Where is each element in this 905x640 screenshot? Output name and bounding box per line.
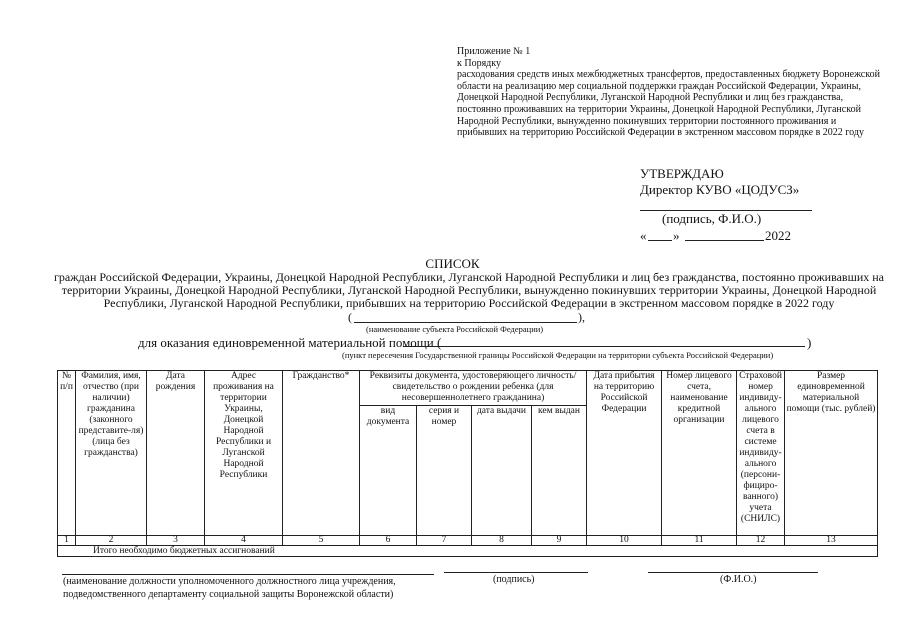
footer-signature-line: [444, 572, 588, 573]
purpose-line: [403, 346, 805, 347]
header-full-name: Фамилия, имя, отчество (при наличии) гражданина (законного представите-ля) (лица без гражданства): [76, 371, 147, 536]
date-open-quote: «: [640, 228, 647, 243]
table-column-numbers-row: [58, 536, 878, 546]
purpose-text: для оказания единовременной материальной помощи (: [138, 335, 442, 350]
column-number: 3: [147, 536, 205, 546]
citizens-table: [57, 370, 878, 557]
header-document-type: вид документа: [360, 406, 417, 536]
column-number: 6: [360, 536, 417, 546]
approve-title: УТВЕРЖДАЮ: [640, 166, 724, 181]
footer-position-caption-1: (наименование должности уполномоченного должностного лица учреждения,: [63, 576, 396, 587]
purpose-close: ): [807, 335, 812, 350]
appendix-body: расходования средств иных межбюджетных трансфертов, предоставленных бюджету Воронежской области на реализацию мер социальной поддержки граждан Российской Федерации, Украины, Донецкой Народной Республики, Луганской Народной Республики и лиц без гражданства, постоянно проживавших на территории Украины, Донецкой Народной Республики, Луганской Народной Республики, вынужденно покинувших территории постоянного проживания и прибывших на территорию Российской Федерации в экстренном массовом порядке в 2022 году: [457, 69, 880, 139]
table-header-row-1: [58, 371, 878, 406]
header-aid-amount: Размер единовременной материальной помощи (тыс. рублей): [785, 371, 878, 536]
date-year: 2022: [765, 228, 791, 243]
footer-position-caption-2: подведомственного департаменту социальной защиты Воронежской области): [63, 589, 394, 600]
list-title: СПИСОК: [425, 256, 480, 271]
column-number: 5: [283, 536, 360, 546]
purpose-caption: (пункт пересечения Государственной границы Российской Федерации на территории субъекта Российской Федерации): [342, 350, 774, 360]
column-number: 4: [205, 536, 283, 546]
table-total-row: [58, 546, 878, 557]
header-account-number: Номер лицевого счета, наименование кредитной организации: [662, 371, 737, 536]
appendix-block: [457, 46, 882, 139]
column-number: 9: [532, 536, 587, 546]
footer-signature-caption: (подпись): [493, 574, 535, 585]
footer-position-line: [62, 574, 434, 575]
footer-name-caption: (Ф.И.О.): [720, 574, 757, 585]
header-document-details: Реквизиты документа, удостоверяющего личность/свидетельство о рождении ребенка (для несовершеннолетнего гражданина): [360, 371, 587, 406]
header-snils: Страховой номер индивиду-ального лицевого счета в системе индивиду-ального (персони-фициро-ванного) учета (СНИЛС): [737, 371, 785, 536]
column-number: 11: [662, 536, 737, 546]
header-arrival-date: Дата прибытия на территорию Российской Федерации: [587, 371, 662, 536]
subject-close: ),: [578, 310, 585, 324]
header-series-number: серия и номер: [417, 406, 472, 536]
appendix-line1: Приложение № 1: [457, 46, 531, 57]
header-birth-date: Дата рождения: [147, 371, 205, 536]
column-number: 7: [417, 536, 472, 546]
subject-caption: (наименование субъекта Российской Федерации): [366, 324, 544, 334]
date-day-line: [648, 240, 672, 241]
approve-date: [640, 228, 800, 243]
header-issue-date: дата выдачи: [472, 406, 532, 536]
total-label: Итого необходимо бюджетных ассигнований: [58, 546, 878, 557]
header-number: № п/п: [58, 371, 76, 536]
column-number: 2: [76, 536, 147, 546]
approve-signature-caption: (подпись, Ф.И.О.): [662, 211, 762, 226]
header-issued-by: кем выдан: [532, 406, 587, 536]
date-close-quote: »: [673, 228, 680, 243]
approve-position: Директор КУВО «ЦОДУСЗ»: [640, 182, 800, 197]
column-number: 12: [737, 536, 785, 546]
header-address: Адрес проживания на территории Украины, Донецкой Народной Республики и Луганской Народной Республики: [205, 371, 283, 536]
subject-open: (: [348, 310, 352, 324]
footer-name-line: [648, 572, 818, 573]
column-number: 13: [785, 536, 878, 546]
column-number: 10: [587, 536, 662, 546]
subject-line: [354, 322, 577, 323]
appendix-line2: к Порядку: [457, 57, 501, 69]
column-number: 1: [58, 536, 76, 546]
list-subtitle: граждан Российской Федерации, Украины, Донецкой Народной Республики, Луганской Народной Республики и лиц без гражданства, постоянно проживавших на территории Украины, Донецкой Народной Республики, Луганской Народной Республики, вынужденно покинувших территории Украины, Донецкой Народной Республики, Луганской Народной Республики, прибывших на территорию Российской Федерации в экстренном массовом порядке в 2022 году: [54, 270, 884, 310]
header-citizenship: Гражданство*: [283, 371, 360, 536]
date-month-line: [685, 240, 764, 241]
column-number: 8: [472, 536, 532, 546]
